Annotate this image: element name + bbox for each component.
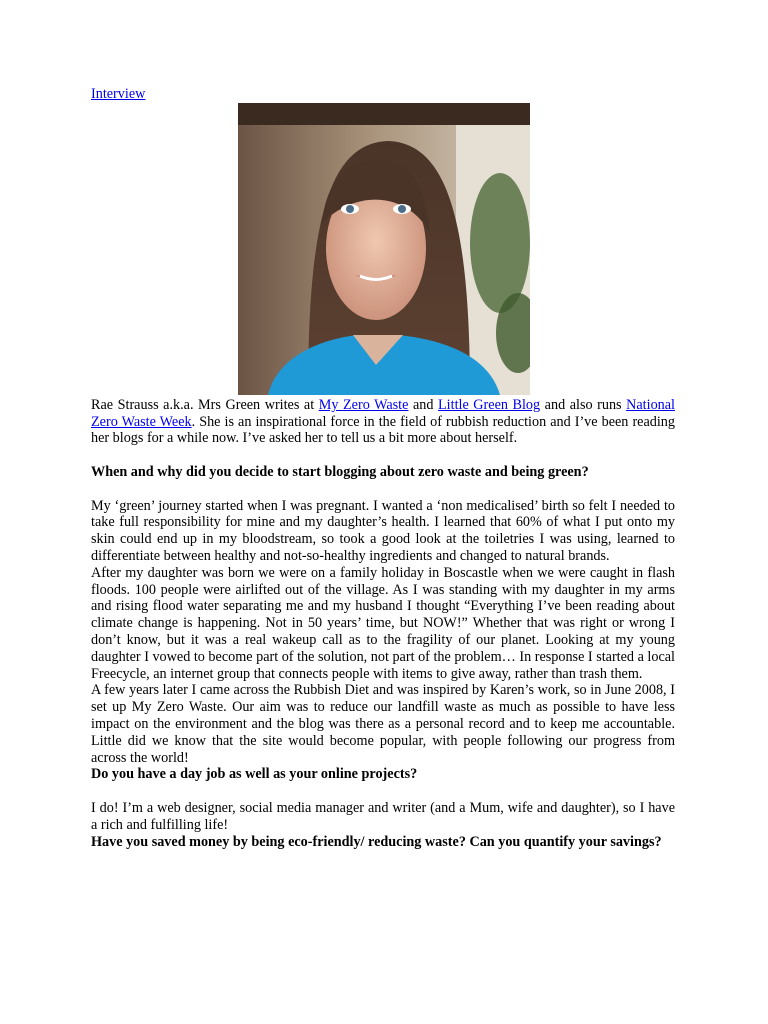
intro-text-2: and: [408, 396, 439, 413]
national-zero-waste-week-link[interactable]: National Zero Waste Week: [91, 396, 675, 430]
answer-1-paragraph-1: My ‘green’ journey started when I was pregnant. I wanted a ‘non medicalised’ birth so felt I needed to take full responsibility for mine and my daughter’s health. I learned that 60% of what I put onto my skin could end up in my bloodstream, so took a good look at the toiletries I was using, learned to differentiate between healthy and not-so-healthy ingredients and changed to natural brands.: [91, 497, 675, 564]
answer-1-paragraph-3: A few years later I came across the Rubbish Diet and was inspired by Karen’s work, so in June 2008, I set up My Zero Waste. Our aim was to reduce our landfill waste as much as possible to have less impact on the environment and the blog was there as a personal record and to keep me accountable. Little did we know that the site would become popular, with people following our progress from across the world!: [91, 682, 675, 766]
question-1: When and why did you decide to start blogging about zero waste and being green?: [91, 463, 589, 480]
my-zero-waste-link[interactable]: My Zero Waste: [318, 396, 409, 413]
intro-text-4: . She is an inspirational force in the field of rubbish reduction and I’ve been reading her blogs for a while now. I’ve asked her to tell us a bit more about herself.: [91, 413, 675, 447]
question-2: Do you have a day job as well as your online projects?: [91, 766, 418, 783]
answer-2: I do! I’m a web designer, social media manager and writer (and a Mum, wife and daughter), so I have a rich and fulfilling life!: [91, 799, 675, 833]
intro-paragraph: [91, 397, 675, 447]
question-3: Have you saved money by being eco-friendly/ reducing waste? Can you quantify your savings?: [91, 833, 662, 850]
answer-1-paragraph-2: After my daughter was born we were on a family holiday in Boscastle when we were caught in flash floods. 100 people were airlifted out of the village. As I was standing with my daughter in my arms and rising flood water separating me and my husband I thought “Everything I’ve been reading about climate change is happening. Not in 50 years’ time, but NOW!” Whether that was right or wrong I don’t know, but it was a real wakeup call as to the fragility of our planet. Looking at my young daughter I vowed to become part of the solution, not part of the problem… In response I started a local Freecycle, an internet group that connects people with items to give away, rather than trash them.: [91, 564, 675, 682]
portrait-photo: [238, 103, 530, 395]
intro-text-1: Rae Strauss a.k.a. Mrs Green writes at: [91, 396, 319, 413]
little-green-blog-link[interactable]: Little Green Blog: [438, 396, 541, 413]
intro-text-3: and also runs: [540, 396, 627, 413]
interview-link[interactable]: Interview: [91, 86, 146, 102]
article-body: [91, 86, 675, 850]
